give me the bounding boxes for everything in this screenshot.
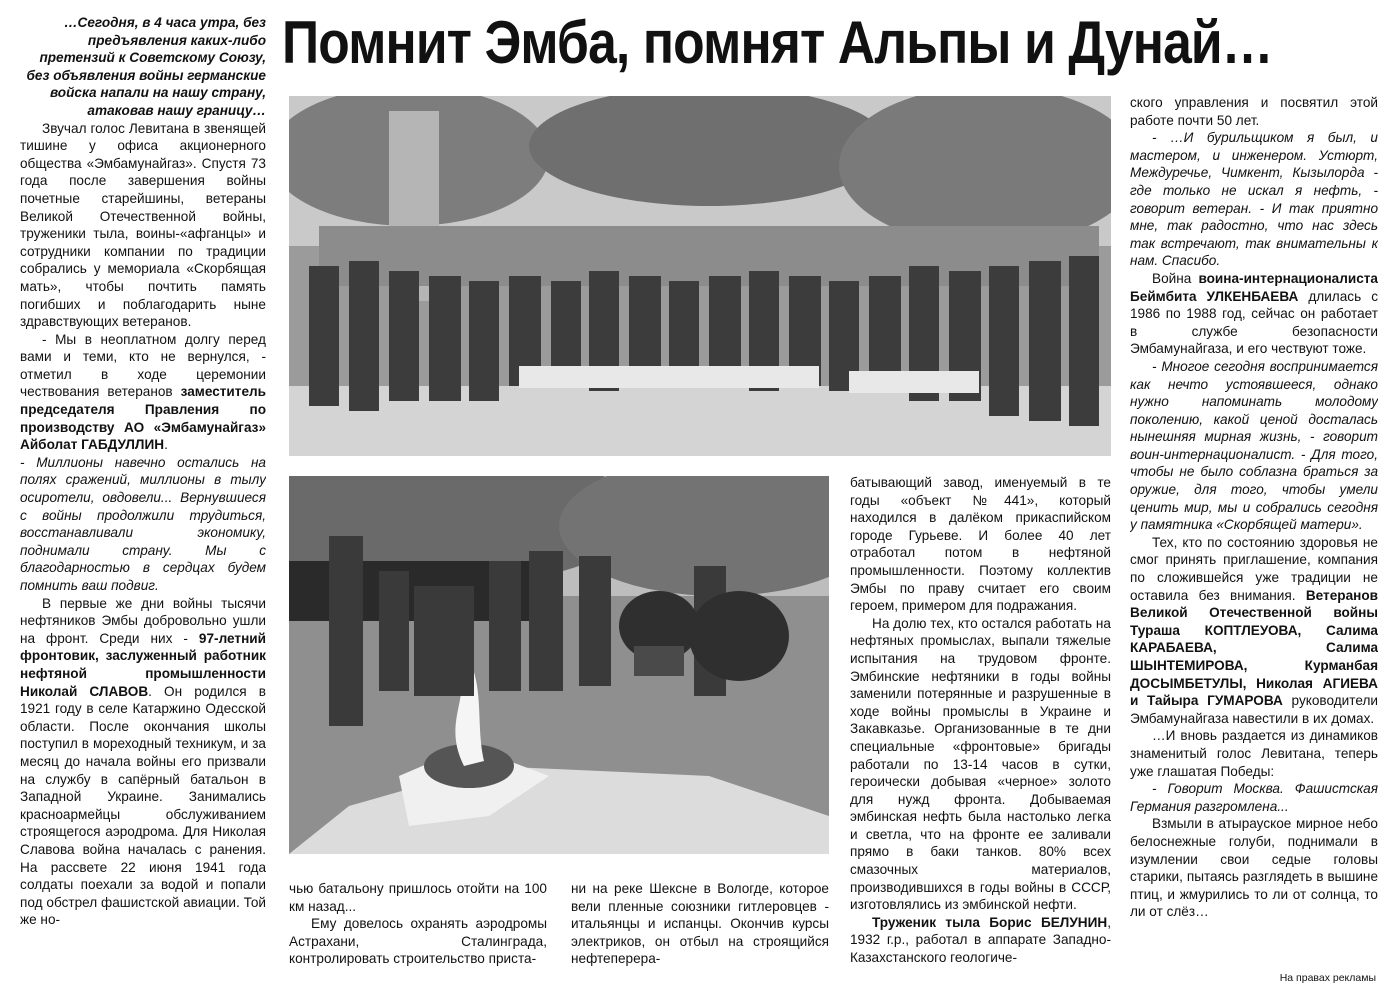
paragraph: Ему довелось охранять аэродромы Астрахани, Сталинграда, контролировать строительство приста- (289, 916, 547, 967)
paragraph: Тех, кто по состоянию здоровья не смог принять приглашение, компания по сложившейся уже традиции не оставила без внимания. Ветеранов Великой Отечественной войны Тураша КОПТЛЕУОВА, Салима КАРАБАЕВА, Салима ШЫНТЕМИРОВА, Курманбая ДОСЫМБЕТУЛЫ, Николая АГИЕВА и Тайыра ГУМАРОВА руководители Эмбамунайгаза навестили в их домах. (1130, 534, 1378, 726)
bold-name: Ветеранов Великой Отечественной войны Тураша КОПТЛЕУОВА, Салима КАРАБАЕВА, Салима ШЫНТЕМИРОВА, Курманбая ДОСЫМБЕТУЛЫ, Николая АГИЕВА и Тайыра ГУМАРОВА (1130, 587, 1378, 709)
paragraph: В первые же дни войны тысячи нефтяников Эмбы добровольно ушли на фронт. Среди них - 97-летний фронтовик, заслуженный работник нефтяной промышленности Николай СЛАВОВ. Он родился в 1921 году в селе Катаржино Одесской области. После окончания школы поступил в мореходный техникум, и за месяц до начала войны его призвали на службу в сапёрный батальон в Западной Украине. Занимались красноармейцы обслуживанием строящегося аэродрома. Для Николая Славова война началась с ранения. На рассвете 22 июня 1941 года солдаты поехали за водой и попали под обстрел фашистской авиации. Той же но- (20, 595, 266, 928)
paragraph: чью батальону пришлось отойти на 100 км назад... (289, 881, 547, 914)
photo-group-veterans (289, 96, 1111, 456)
column-1 (20, 14, 266, 980)
paragraph: Труженик тыла Борис БЕЛУНИН, 1932 г.р., работал в аппарате Западно-Казахстанского геологиче- (850, 914, 1111, 966)
paragraph: - Мы в неоплатном долгу перед вами и теми, кто не вернулся, - отметил в ходе церемонии чествования ветеранов заместитель председателя Правления по производству АО «Эмбамунайгаз» Айболат ГАБДУЛЛИН. (20, 331, 266, 453)
paragraph: батывающий завод, именуемый в те годы «объект №441», который находился в далёком прикаспийском городе Гурьеве. И более 40 лет отработал потом в нефтяной промышленности. Поэтому коллектив Эмбы по праву считает его своим героем, примером для подражания. (850, 475, 1111, 614)
quote-paragraph: - …И бурильщиком я был, и мастером, и инженером. Устюрт, Междуречье, Чимкент, Кызылорда - где только не искал я нефть, - говорит ветеран. - И так приятно мне, так радостно, что нас здесь так встречают, так внимательны к нам. Спасибо. (1130, 130, 1378, 269)
paragraph: ского управления и посвятил этой работе почти 50 лет. (1130, 95, 1378, 128)
quote-paragraph: - Говорит Москва. Фашистская Германия разгромлена... (1130, 781, 1378, 814)
column-2 (289, 880, 547, 970)
paragraph: На долю тех, кто остался работать на нефтяных промыслах, выпали тяжелые испытания на трудовом фронте. Эмбинские нефтяники в годы войны заменили потерянные и разрушенные в ходе войны промыслы в Украине и Закавказье. Организованные в те дни специальные «фронтовые» бригады работали по 13-14 часов в сутки, героически добывая «черное» золото для нужд фронта. Добываемая эмбинская нефть была настолько легка и светла, что на фронте ее заливали прямо в баки танков. 80% всех смазочных материалов, производившихся в годы войны в СССР, изготовлялись из эмбинской нефти. (850, 615, 1111, 913)
lead-quote: …Сегодня, в 4 часа утра, без предъявления каких-либо претензий к Советскому Союзу, без объявления войны германские войска напали на нашу страну, атаковав нашу границу… (26, 15, 266, 118)
column-5 (1130, 94, 1378, 970)
quote-paragraph: - Многое сегодня воспринимается как нечто устоявшееся, однако нужно напоминать молодому поколению, какой ценой досталась нынешняя мирная жизнь, - говорит воин-интернационалист. - Для того, чтобы не было соблазна браться за оружие, для того, чтобы умели ценить мир, мы и собрались сегодня у памятника «Скорбящей матери». (1130, 358, 1378, 533)
paragraph: Война воина-интернационалиста Беймбита УЛКЕНБАЕВА длилась с 1986 по 1988 год, сейчас он работает в службе безопасности Эмбамунайгаза, и его чествуют тоже. (1130, 270, 1378, 357)
bold-name: Труженик тыла Борис БЕЛУНИН (872, 914, 1108, 930)
photo-eternal-flame-image (289, 476, 829, 854)
bold-name: заместитель председателя Правления по производству АО «Эмбамунайгаз» Айболат ГАБДУЛЛИН (20, 384, 266, 453)
paragraph: Звучал голос Левитана в звенящей тишине у офиса акционерного общества «Эмбамунайгаз». Спустя 73 года после завершения войны почетные старейшины, ветераны Великой Отечественной войны, труженики тыла, воины-«афганцы» и сотрудники компании по традиции собрались у мемориала «Скорбящая мать», чтобы почтить память погибших и поблагодарить ныне здравствующих ветеранов. (20, 120, 266, 330)
column-4 (850, 474, 1111, 974)
paragraph: Взмыли в атырауское мирное небо белоснежные голуби, поднимали в изумлении свои седые головы старики, пытаясь разглядеть в вышине птиц, и жмурились то ли от солнца, то ли от слёз… (1130, 816, 1378, 920)
photo-eternal-flame (289, 476, 829, 854)
paragraph: …И вновь раздается из динамиков знаменитый голос Левитана, теперь уже глашатая Победы: (1130, 728, 1378, 779)
headline: Помнит Эмба, помнят Альпы и Дунай… (282, 9, 1273, 76)
photo-group-veterans-image (289, 96, 1111, 456)
column-3 (571, 880, 829, 970)
quote-paragraph: - Миллионы навечно остались на полях сражений, миллионы в тылу осиротели, овдовели... Вернувшиеся с войны продолжили трудиться, восстанавливали экономику, поднимали страну. Мы с благодарностью в сердцах будем помнить ваш подвиг. (20, 454, 266, 593)
bold-name: 97-летний фронтовик, заслуженный работник нефтяной промышленности Николай СЛАВОВ (20, 630, 266, 699)
paragraph: ни на реке Шексне в Вологде, которое вели пленные союзники гитлеровцев - итальянцы и испанцы. Окончив курсы электриков, он отбыл на строящийся нефтеперера- (571, 881, 829, 967)
advertising-note: На правах рекламы (1279, 972, 1376, 984)
bold-name: воина-интернационалиста Беймбита УЛКЕНБАЕВА (1130, 270, 1378, 304)
